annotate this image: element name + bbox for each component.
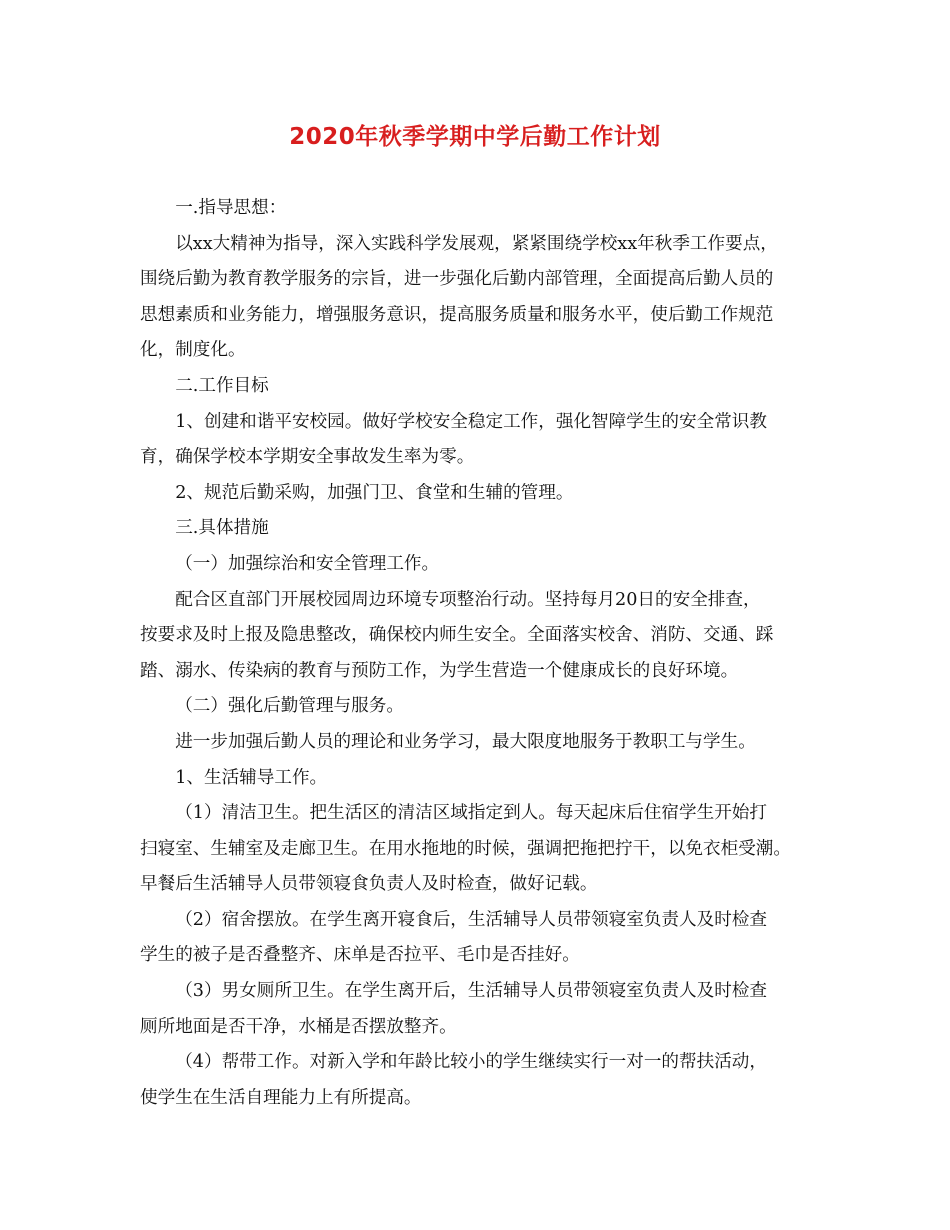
text-line: 二.工作目标 <box>175 375 269 396</box>
text-line: 2、规范后勤采购，加强门卫、食堂和生辅的管理。 <box>175 482 574 503</box>
text-line: 进一步加强后勤人员的理论和业务学习，最大限度地服务于教职工与学生。 <box>175 731 756 752</box>
text-line: 早餐后生活辅导人员带领寝食负责人及时检查，做好记载。 <box>140 874 598 895</box>
text-line: 厕所地面是否干净，水桶是否摆放整齐。 <box>140 1016 457 1037</box>
text-line: 化，制度化。 <box>140 340 246 361</box>
text-line: 育，确保学校本学期安全事故发生率为零。 <box>140 447 475 468</box>
text-line: （1）清洁卫生。把生活区的清洁区域指定到人。每天起床后住宿学生开始打 <box>175 803 767 824</box>
text-line: 1、生活辅导工作。 <box>175 767 328 788</box>
text-line: 围绕后勤为教育教学服务的宗旨，进一步强化后勤内部管理，全面提高后勤人员的 <box>140 269 774 290</box>
text-line: 以xx大精神为指导，深入实践科学发展观，紧紧围绕学校xx年秋季工作要点， <box>175 233 778 254</box>
text-line: （二）强化后勤管理与服务。 <box>175 696 404 717</box>
text-line: 一.指导思想： <box>175 198 287 218</box>
text-line: （一）加强综治和安全管理工作。 <box>175 553 440 574</box>
text-line: 1、创建和谐平安校园。做好学校安全稳定工作，强化智障学生的安全常识教 <box>175 411 767 432</box>
text-line: （2）宿舍摆放。在学生离开寝食后，生活辅导人员带领寝室负责人及时检查 <box>175 909 767 930</box>
text-line: 学生的被子是否叠整齐、床单是否拉平、毛巾是否挂好。 <box>140 945 580 966</box>
text-line: 踏、溺水、传染病的教育与预防工作，为学生营造一个健康成长的良好环境。 <box>140 660 739 681</box>
document-body <box>140 191 830 1116</box>
text-line: 扫寝室、生辅室及走廊卫生。在用水拖地的时候，强调把拖把拧干，以免衣柜受潮。 <box>140 838 791 859</box>
text-line: 使学生在生活自理能力上有所提高。 <box>140 1087 422 1108</box>
document-title: 2020年秋季学期中学后勤工作计划 <box>289 124 661 150</box>
text-line: 思想素质和业务能力，增强服务意识，提高服务质量和服务水平，使后勤工作规范 <box>140 304 774 325</box>
text-line: 按要求及时上报及隐患整改，确保校内师生安全。全面落实校舍、消防、交通、踩 <box>140 625 774 646</box>
text-line: 配合区直部门开展校园周边环境专项整治行动。坚持每月20日的安全排查， <box>175 589 761 610</box>
text-line: （4）帮带工作。对新入学和年龄比较小的学生继续实行一对一的帮扶活动， <box>175 1052 767 1073</box>
text-line: （3）男女厕所卫生。在学生离开后，生活辅导人员带领寝室负责人及时检查 <box>175 981 767 1002</box>
text-line: 三.具体措施 <box>175 518 269 539</box>
